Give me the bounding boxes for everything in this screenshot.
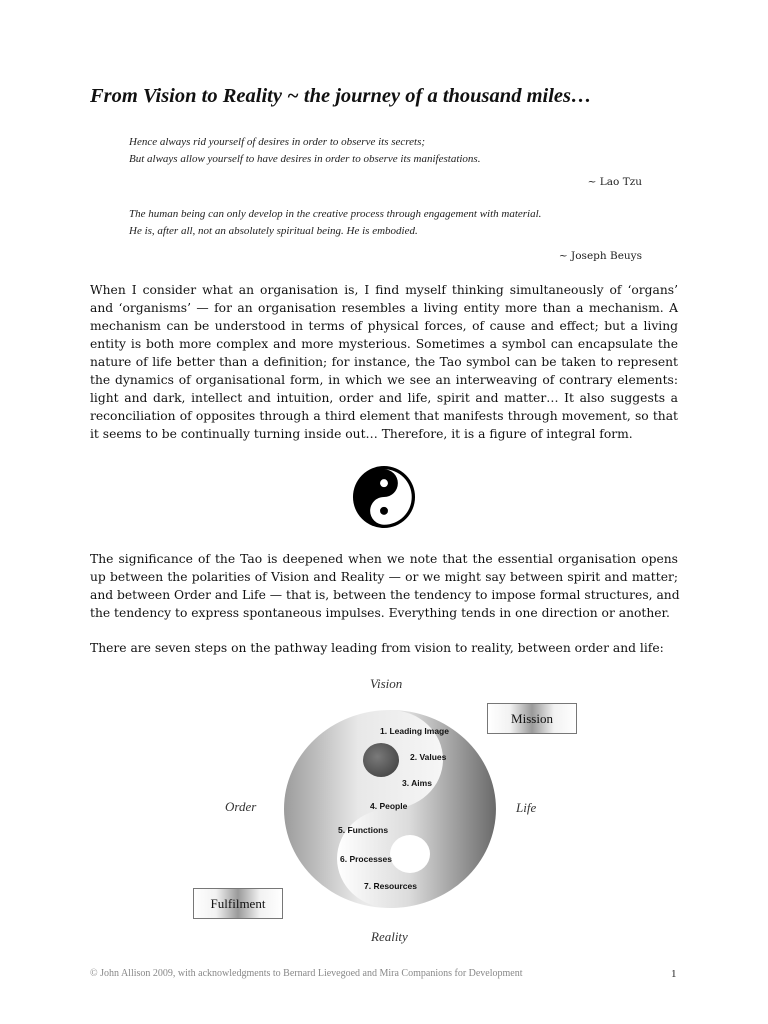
life-label: Life [516,800,537,815]
quote-line: But always allow yourself to have desires in order to observe its manifestations. [129,153,481,165]
page-title: From Vision to Reality ~ the journey of a thousand miles… [90,85,592,107]
paragraph-line: There are seven steps on the pathway leading from vision to reality, between order and life: [90,641,664,655]
footer-copyright: © John Allison 2009, with acknowledgments to Bernard Lievegoed and Mira Companions for Development [90,968,523,979]
paragraph-line: entity is both more complex and more mysterious. Sometimes a symbol can encapsulate the [90,337,678,351]
quote-line: Hence always rid yourself of desires in order to observe its secrets; [129,136,426,148]
step-4-label: 4. People [370,801,408,811]
paragraph-line: nature of life better than a definition; for instance, the Tao symbol can be taken to represent [90,355,678,369]
paragraph-line: The significance of the Tao is deepened when we note that the essential organisation opens [90,552,678,566]
mission-box: Mission [487,703,577,734]
step-7-label: 7. Resources [364,881,417,891]
paragraph-line: the tendency to express spontaneous impulses. Everything tends in one direction or another. [90,606,670,620]
paragraph-line: up between the polarities of Vision and Reality — or we might say between spirit and matter; [90,570,678,584]
body-paragraph-2 [90,550,678,622]
order-label: Order [225,799,257,814]
paragraph-line: When I consider what an organisation is, I find myself thinking simultaneously of ‘organs’ [90,283,678,297]
step-2-label: 2. Values [410,752,447,762]
lao-tzu-quote [129,134,649,168]
body-paragraph-3 [90,639,678,657]
step-3-label: 3. Aims [402,778,432,788]
quote-line: He is, after all, not an absolutely spiritual being. He is embodied. [129,225,418,237]
fulfilment-box: Fulfilment [193,888,283,919]
step-1-label: 1. Leading Image [380,726,449,736]
step-6-label: 6. Processes [340,854,392,864]
quote-attribution: ~ Joseph Beuys [558,250,642,262]
beuys-quote [129,206,649,240]
quote-line: The human being can only develop in the creative process through engagement with material. [129,208,542,220]
quote-attribution: ~ Lao Tzu [587,176,642,188]
tao-symbol-icon [348,464,420,530]
reality-label: Reality [371,929,408,944]
paragraph-line: and ‘organisms’ — for an organisation resembles a living entity more than a mechanism. A [90,301,678,315]
body-paragraph-1 [90,281,678,443]
paragraph-line: and between Order and Life — that is, between the tendency to impose formal structures, and [90,588,680,602]
paragraph-line: light and dark, intellect and intuition, order and life, spirit and matter… It also suggests a [90,391,678,405]
paragraph-line: mechanism can be understood in terms of physical forces, of cause and effect; but a living [90,319,678,333]
vision-label: Vision [370,676,403,691]
step-5-label: 5. Functions [338,825,389,835]
paragraph-line: the dynamics of organisational form, in which we see an interweaving of contrary elements: [90,373,678,387]
page-number: 1 [671,968,677,980]
paragraph-line: it seems to be continually turning inside out… Therefore, it is a figure of integral form. [90,427,633,441]
paragraph-line: reconciliation of opposites through a third element that manifests through movement, so that [90,409,678,423]
